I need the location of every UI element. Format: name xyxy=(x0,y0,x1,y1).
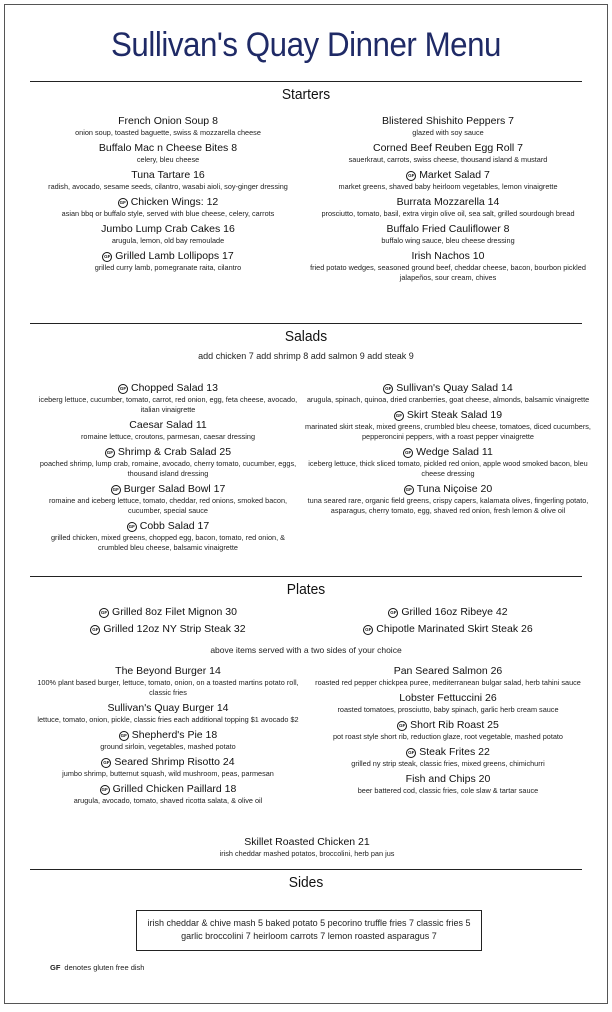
section-title-plates: Plates xyxy=(286,581,326,598)
divider xyxy=(30,576,582,577)
menu-item-name xyxy=(305,719,591,732)
section-title-salads: Salads xyxy=(284,328,328,345)
gluten-free-icon: GF xyxy=(118,198,128,208)
menu-item xyxy=(305,606,591,619)
menu-item-description: grilled curry lamb, pomegranate raita, cilantro xyxy=(94,263,242,272)
sides-box xyxy=(136,910,482,951)
menu-item-title: Buffalo Mac n Cheese Bites 8 xyxy=(98,142,238,154)
menu-item-title: Sullivan's Quay Salad 14 xyxy=(396,382,513,394)
menu-item xyxy=(35,606,301,619)
gluten-free-icon: GF xyxy=(101,758,111,768)
menu-item-title: Pan Seared Salmon 26 xyxy=(393,665,503,677)
menu-item-description: pot roast style short rib, reduction glaze, root vegetable, mashed potato xyxy=(333,732,563,741)
gluten-free-icon: GF xyxy=(397,721,407,731)
menu-item-name xyxy=(35,142,301,155)
menu-item-description: grilled ny strip steak, classic fries, mixed greens, chimichurri xyxy=(351,759,545,768)
menu-item-description: arugula, lemon, old bay remoulade xyxy=(111,236,225,245)
menu-item-title: Skirt Steak Salad 19 xyxy=(406,409,503,421)
gluten-free-icon: GF xyxy=(118,384,128,394)
menu-item-description: ground sirloin, vegetables, mashed potato xyxy=(100,742,236,751)
menu-item-description: lettuce, tomato, onion, pickle, classic fries each additional topping $1 avocado $2 xyxy=(37,715,299,724)
menu-item xyxy=(305,223,591,246)
gf-legend-badge: GF xyxy=(50,963,61,972)
menu-item-name xyxy=(305,250,591,263)
menu-item-description: onion soup, toasted baguette, swiss & mozzarella cheese xyxy=(75,128,261,137)
menu-item xyxy=(35,419,301,442)
menu-item xyxy=(305,623,591,636)
menu-item-name xyxy=(305,196,591,209)
menu-item xyxy=(35,729,301,752)
menu-item-description: asian bbq or buffalo style, served with blue cheese, celery, carrots xyxy=(61,209,275,218)
gluten-free-icon: GF xyxy=(102,252,112,262)
menu-item-description: buffalo wing sauce, bleu cheese dressing xyxy=(381,236,515,245)
menu-item-description: iceberg lettuce, cucumber, tomato, carrot, red onion, egg, feta cheese, avocado, italian vinaigrette xyxy=(38,395,298,414)
menu-item-name xyxy=(305,606,591,619)
menu-item xyxy=(305,250,591,283)
menu-item xyxy=(35,702,301,725)
menu-item-title: Irish Nachos 10 xyxy=(411,250,485,262)
menu-item-title: Chipotle Marinated Skirt Steak 26 xyxy=(376,623,533,635)
menu-item-title: Grilled 8oz Filet Mignon 30 xyxy=(112,606,237,618)
gluten-free-icon: GF xyxy=(90,625,100,635)
menu-item-name xyxy=(35,419,301,432)
menu-item-title: Blistered Shishito Peppers 7 xyxy=(382,115,514,127)
menu-item-description: jumbo shrimp, butternut squash, wild mushroom, peas, parmesan xyxy=(62,769,274,778)
menu-item xyxy=(35,623,301,636)
menu-item-title: Corned Beef Reuben Egg Roll 7 xyxy=(372,142,523,154)
sides-note: above items served with a two sides of your choice xyxy=(210,645,402,655)
menu-item-name xyxy=(35,783,301,796)
plates-steaks-left xyxy=(35,606,301,640)
menu-item-title: Buffalo Fried Cauliflower 8 xyxy=(386,223,510,235)
starters-right-column xyxy=(305,115,591,287)
menu-item-description: roasted tomatoes, prosciutto, baby spinach, garlic herb cream sauce xyxy=(337,705,559,714)
menu-item-description: roasted red pepper chickpea puree, mediterranean bulgar salad, herb tahini sauce xyxy=(315,678,581,687)
menu-item-name xyxy=(305,773,591,786)
menu-item xyxy=(305,409,591,442)
gluten-free-icon: GF xyxy=(127,522,137,532)
section-title-sides: Sides xyxy=(288,874,324,891)
menu-item xyxy=(35,520,301,553)
gluten-free-icon: GF xyxy=(99,608,109,618)
menu-item-description: marinated skirt steak, mixed greens, crumbled bleu cheese, tomatoes, diced cucumbers, pepperoncini peppers, with a roast pepper vinaigrette xyxy=(305,422,591,441)
gluten-free-icon: GF xyxy=(403,448,413,458)
menu-item-name xyxy=(305,483,591,496)
starters-left-column xyxy=(35,115,301,277)
menu-item-name xyxy=(35,623,301,636)
menu-item-name xyxy=(305,623,591,636)
menu-item-description: prosciutto, tomato, basil, extra virgin olive oil, sea salt, grilled sourdough bread xyxy=(321,209,575,218)
menu-item-title: Burger Salad Bowl 17 xyxy=(123,483,226,495)
menu-item xyxy=(35,783,301,806)
menu-item-description: sauerkraut, carrots, swiss cheese, thousand island & mustard xyxy=(348,155,548,164)
menu-item-name xyxy=(35,520,301,533)
menu-item-description: tuna seared rare, organic field greens, crispy capers, kalamata olives, fingerling potato, asparagus, cherry tomato, egg, shaved red onion, fresh lemon & olive oil xyxy=(307,496,589,515)
salad-addons: add chicken 7 add shrimp 8 add salmon 9 add steak 9 xyxy=(198,351,414,361)
menu-item-name xyxy=(35,446,301,459)
menu-item-description: grilled chicken, mixed greens, chopped egg, bacon, tomato, red onion, & crumbled bleu cheese, balsamic vinaigrette xyxy=(50,533,286,552)
menu-item xyxy=(35,169,301,192)
gluten-free-icon: GF xyxy=(388,608,398,618)
plates-steaks-right xyxy=(305,606,591,640)
menu-item-title: Short Rib Roast 25 xyxy=(410,719,499,731)
menu-item xyxy=(305,169,591,192)
plates-left-column xyxy=(35,665,301,810)
gluten-free-icon: GF xyxy=(404,485,414,495)
menu-item-name xyxy=(305,665,591,678)
sides-line-2: garlic broccolini 7 heirloom carrots 7 lemon roasted asparagus 7 xyxy=(181,931,437,941)
salads-right-column xyxy=(305,382,591,520)
menu-item-title: Wedge Salad 11 xyxy=(416,446,493,458)
gluten-free-icon: GF xyxy=(100,785,110,795)
menu-item-title: Tuna Tartare 16 xyxy=(131,169,205,181)
menu-item-title: Burrata Mozzarella 14 xyxy=(396,196,500,208)
salads-left-column xyxy=(35,382,301,557)
menu-item-name xyxy=(305,142,591,155)
menu-item-name xyxy=(35,756,301,769)
menu-item-title: Steak Frites 22 xyxy=(419,746,490,758)
menu-item xyxy=(305,665,591,688)
menu-item-description: poached shrimp, lump crab, romaine, avocado, cherry tomato, cucumber, eggs, thousand island dressing xyxy=(39,459,297,478)
menu-item xyxy=(35,196,301,219)
menu-item-name xyxy=(35,115,301,128)
menu-item xyxy=(305,719,591,742)
gluten-free-icon: GF xyxy=(394,411,404,421)
menu-item-title: Grilled Lamb Lollipops 17 xyxy=(115,250,234,262)
menu-item-name xyxy=(305,746,591,759)
divider xyxy=(30,323,582,324)
menu-item-description: market greens, shaved baby heirloom vegetables, lemon vinaigrette xyxy=(338,182,558,191)
menu-item-title: French Onion Soup 8 xyxy=(118,115,218,127)
menu-item-title: Cobb Salad 17 xyxy=(139,520,210,532)
menu-item-title: Chopped Salad 13 xyxy=(131,382,218,394)
menu-item-name xyxy=(305,409,591,422)
menu-item-name: Skillet Roasted Chicken 21 xyxy=(244,836,370,848)
menu-item xyxy=(35,665,301,698)
menu-item-name xyxy=(305,169,591,182)
menu-item-description: 100% plant based burger, lettuce, tomato, onion, on a toasted martins potato roll, classic fries xyxy=(37,678,299,697)
menu-item xyxy=(305,692,591,715)
menu-item xyxy=(305,115,591,138)
menu-item-title: Seared Shrimp Risotto 24 xyxy=(114,756,235,768)
plates-right-column xyxy=(305,665,591,800)
menu-item-name xyxy=(305,692,591,705)
menu-item xyxy=(35,250,301,273)
menu-item-name xyxy=(305,382,591,395)
menu-item xyxy=(305,196,591,219)
menu-item-description: arugula, avocado, tomato, shaved ricotta salata, & olive oil xyxy=(73,796,263,805)
menu-page xyxy=(4,4,608,1004)
sides-line-1: irish cheddar & chive mash 5 baked potato 5 pecorino truffle fries 7 classic fries 5 xyxy=(147,918,471,928)
gluten-free-icon: GF xyxy=(363,625,373,635)
menu-item-description: celery, bleu cheese xyxy=(136,155,200,164)
menu-item-name xyxy=(35,606,301,619)
gluten-free-icon: GF xyxy=(105,448,115,458)
menu-item-name xyxy=(35,483,301,496)
menu-item-name xyxy=(35,702,301,715)
menu-item-name xyxy=(35,223,301,236)
menu-item-name xyxy=(305,115,591,128)
menu-item xyxy=(35,115,301,138)
menu-item xyxy=(35,446,301,479)
menu-item-name xyxy=(35,169,301,182)
menu-item xyxy=(305,382,591,405)
menu-item xyxy=(305,483,591,516)
gluten-free-icon: GF xyxy=(119,731,129,741)
menu-item-title: Market Salad 7 xyxy=(419,169,490,181)
menu-item xyxy=(35,756,301,779)
menu-item-name xyxy=(35,729,301,742)
gf-legend-text: denotes gluten free dish xyxy=(64,963,145,972)
gluten-free-icon: GF xyxy=(111,485,121,495)
menu-item xyxy=(305,446,591,479)
menu-item xyxy=(305,746,591,769)
menu-item-title: Jumbo Lump Crab Cakes 16 xyxy=(101,223,235,235)
menu-item-description: radish, avocado, sesame seeds, cilantro, wasabi aioli, soy-ginger dressing xyxy=(48,182,288,191)
gf-legend xyxy=(50,963,144,972)
menu-item-description: irish cheddar mashed potatos, broccolini, herb pan jus xyxy=(219,849,395,858)
menu-item-name xyxy=(35,250,301,263)
menu-item-name xyxy=(35,665,301,678)
menu-item xyxy=(35,382,301,415)
menu-title: Sullivan's Quay Dinner Menu xyxy=(111,26,501,64)
gluten-free-icon: GF xyxy=(406,171,416,181)
menu-item-title: Chicken Wings: 12 xyxy=(130,196,219,208)
menu-item-name xyxy=(35,382,301,395)
menu-item xyxy=(305,773,591,796)
menu-item-name xyxy=(305,223,591,236)
menu-item-description: romaine lettuce, croutons, parmesan, caesar dressing xyxy=(81,432,255,441)
menu-item xyxy=(35,223,301,246)
menu-item-title: Caesar Salad 11 xyxy=(129,419,207,431)
menu-item-title: Fish and Chips 20 xyxy=(405,773,491,785)
plates-bottom-item xyxy=(35,836,579,859)
menu-item-title: Grilled 16oz Ribeye 42 xyxy=(401,606,508,618)
menu-item-description: beer battered cod, classic fries, cole slaw & tartar sauce xyxy=(357,786,539,795)
divider xyxy=(30,81,582,82)
menu-item-title: Lobster Fettuccini 26 xyxy=(399,692,497,704)
menu-item-title: Sullivan's Quay Burger 14 xyxy=(107,702,229,714)
gluten-free-icon: GF xyxy=(406,748,416,758)
menu-item-name xyxy=(35,196,301,209)
divider xyxy=(30,869,582,870)
menu-item xyxy=(305,142,591,165)
menu-item-description: iceberg lettuce, thick sliced tomato, pickled red onion, apple wood smoked bacon, bleu cheese dressing xyxy=(308,459,588,478)
menu-item-title: Tuna Niçoise 20 xyxy=(416,483,493,495)
menu-item-description: glazed with soy sauce xyxy=(412,128,484,137)
menu-item-title: Shrimp & Crab Salad 25 xyxy=(117,446,232,458)
menu-item-title: Grilled Chicken Paillard 18 xyxy=(112,783,237,795)
section-title-starters: Starters xyxy=(281,86,331,103)
menu-item-description: fried potato wedges, seasoned ground beef, cheddar cheese, bacon, bourbon pickled jalapeños, sour cream, chives xyxy=(310,263,586,282)
menu-item xyxy=(35,142,301,165)
gluten-free-icon: GF xyxy=(383,384,393,394)
menu-item-description: arugula, spinach, quinoa, dried cranberries, goat cheese, almonds, balsamic vinaigrette xyxy=(306,395,590,404)
menu-item-title: Shepherd's Pie 18 xyxy=(131,729,218,741)
menu-item-name xyxy=(305,446,591,459)
menu-item xyxy=(35,483,301,516)
menu-item-title: Grilled 12oz NY Strip Steak 32 xyxy=(103,623,246,635)
menu-item-description: romaine and iceberg lettuce, tomato, cheddar, red onions, smoked bacon, cucumber, special sauce xyxy=(48,496,288,515)
menu-item-title: The Beyond Burger 14 xyxy=(115,665,221,677)
